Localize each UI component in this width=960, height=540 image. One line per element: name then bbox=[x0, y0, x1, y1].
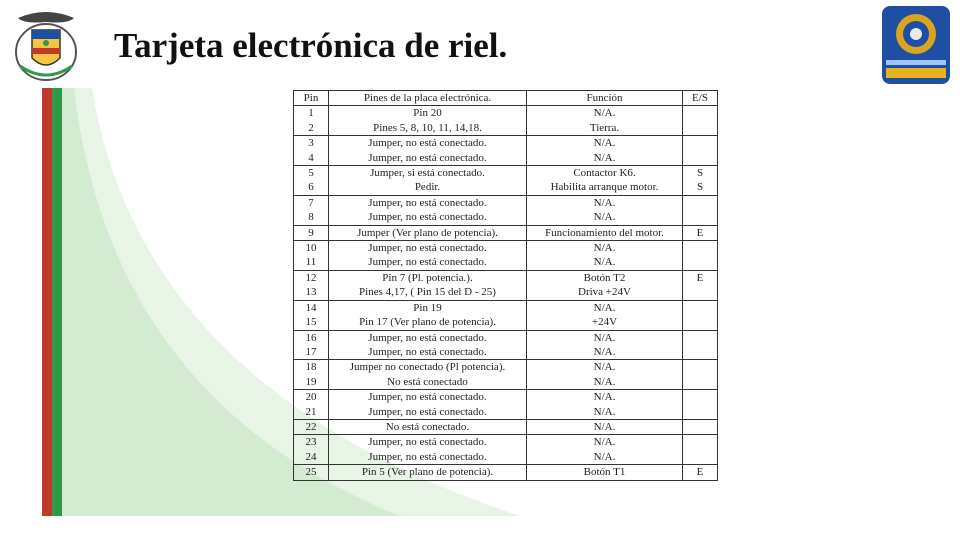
cell-funcion: N/A. bbox=[527, 241, 683, 256]
cell-pin: 21 bbox=[294, 405, 329, 420]
cell-funcion: N/A. bbox=[527, 390, 683, 405]
cell-es bbox=[683, 390, 718, 405]
table-row bbox=[294, 270, 718, 285]
cell-pin: 12 bbox=[294, 270, 329, 285]
cell-pines-placa: Jumper, no está conectado. bbox=[329, 210, 527, 225]
cell-es bbox=[683, 360, 718, 375]
cell-es bbox=[683, 435, 718, 450]
table-row bbox=[294, 345, 718, 360]
cell-funcion: N/A. bbox=[527, 360, 683, 375]
cell-funcion: N/A. bbox=[527, 450, 683, 465]
cell-pines-placa: Jumper, no está conectado. bbox=[329, 330, 527, 345]
table-row bbox=[294, 375, 718, 390]
cell-pin: 17 bbox=[294, 345, 329, 360]
table-row bbox=[294, 255, 718, 270]
cell-pines-placa: Jumper, no está conectado. bbox=[329, 255, 527, 270]
cell-es: E bbox=[683, 225, 718, 240]
table-row bbox=[294, 315, 718, 330]
cell-pin: 15 bbox=[294, 315, 329, 330]
cell-funcion: N/A. bbox=[527, 210, 683, 225]
cell-funcion: N/A. bbox=[527, 255, 683, 270]
cell-pines-placa: Jumper, si está conectado. bbox=[329, 166, 527, 181]
cell-pines-placa: Pedir. bbox=[329, 180, 527, 195]
coat-of-arms-logo bbox=[8, 8, 84, 82]
cell-es: E bbox=[683, 465, 718, 480]
cell-pin: 8 bbox=[294, 210, 329, 225]
table-row bbox=[294, 300, 718, 315]
cell-pin: 18 bbox=[294, 360, 329, 375]
cell-pines-placa: Jumper, no está conectado. bbox=[329, 195, 527, 210]
cell-pin: 22 bbox=[294, 419, 329, 434]
header-funcion: Función bbox=[527, 91, 683, 106]
cell-pines-placa: Jumper no conectado (Pl potencia). bbox=[329, 360, 527, 375]
cell-pin: 9 bbox=[294, 225, 329, 240]
cell-funcion: Contactor K6. bbox=[527, 166, 683, 181]
table-row bbox=[294, 465, 718, 480]
cell-funcion: +24V bbox=[527, 315, 683, 330]
cell-es bbox=[683, 315, 718, 330]
cell-es bbox=[683, 405, 718, 420]
cell-pines-placa: Pines 4,17, ( Pin 15 del D - 25) bbox=[329, 285, 527, 300]
pin-table bbox=[293, 90, 718, 481]
table-row bbox=[294, 435, 718, 450]
cell-pines-placa: Jumper, no está conectado. bbox=[329, 405, 527, 420]
table-row bbox=[294, 151, 718, 166]
cell-es bbox=[683, 285, 718, 300]
table-row bbox=[294, 360, 718, 375]
cell-funcion: N/A. bbox=[527, 435, 683, 450]
table-row bbox=[294, 405, 718, 420]
cell-pin: 23 bbox=[294, 435, 329, 450]
cell-funcion: N/A. bbox=[527, 195, 683, 210]
cell-pines-placa: No está conectado bbox=[329, 375, 527, 390]
cell-funcion: Tierra. bbox=[527, 121, 683, 136]
cell-funcion: Botón T2 bbox=[527, 270, 683, 285]
cell-pin: 13 bbox=[294, 285, 329, 300]
table-row bbox=[294, 195, 718, 210]
cell-es: S bbox=[683, 166, 718, 181]
table-row bbox=[294, 225, 718, 240]
table-row bbox=[294, 166, 718, 181]
table-row bbox=[294, 419, 718, 434]
cell-pin: 1 bbox=[294, 106, 329, 121]
cell-es bbox=[683, 255, 718, 270]
red-stripe bbox=[42, 88, 52, 516]
cell-es bbox=[683, 375, 718, 390]
table-row bbox=[294, 390, 718, 405]
slide-title: Tarjeta electrónica de riel. bbox=[114, 26, 508, 65]
cell-es bbox=[683, 345, 718, 360]
cell-es bbox=[683, 210, 718, 225]
table-row bbox=[294, 180, 718, 195]
cell-es bbox=[683, 106, 718, 121]
header-es: E/S bbox=[683, 91, 718, 106]
table-body bbox=[294, 106, 718, 480]
table-row bbox=[294, 106, 718, 121]
cell-funcion: N/A. bbox=[527, 375, 683, 390]
cell-funcion: N/A. bbox=[527, 345, 683, 360]
cell-funcion: N/A. bbox=[527, 330, 683, 345]
cell-funcion: N/A. bbox=[527, 300, 683, 315]
table-row bbox=[294, 330, 718, 345]
cell-pines-placa: Jumper, no está conectado. bbox=[329, 435, 527, 450]
cell-es bbox=[683, 241, 718, 256]
cell-funcion: N/A. bbox=[527, 151, 683, 166]
green-stripe bbox=[52, 88, 62, 516]
cell-pines-placa: Jumper, no está conectado. bbox=[329, 345, 527, 360]
cell-funcion: N/A. bbox=[527, 405, 683, 420]
cell-es: E bbox=[683, 270, 718, 285]
cell-es bbox=[683, 151, 718, 166]
cell-pin: 2 bbox=[294, 121, 329, 136]
cell-pines-placa: Jumper, no está conectado. bbox=[329, 151, 527, 166]
cell-pin: 25 bbox=[294, 465, 329, 480]
cell-pines-placa: Jumper, no está conectado. bbox=[329, 241, 527, 256]
cell-funcion: N/A. bbox=[527, 419, 683, 434]
cell-pin: 14 bbox=[294, 300, 329, 315]
cell-funcion: Driva +24V bbox=[527, 285, 683, 300]
cell-pin: 7 bbox=[294, 195, 329, 210]
cell-pin: 24 bbox=[294, 450, 329, 465]
cell-es bbox=[683, 121, 718, 136]
table-row bbox=[294, 210, 718, 225]
cell-pin: 16 bbox=[294, 330, 329, 345]
cell-es bbox=[683, 195, 718, 210]
cell-es bbox=[683, 419, 718, 434]
table-row bbox=[294, 121, 718, 136]
cell-es: S bbox=[683, 180, 718, 195]
header-pin: Pin bbox=[294, 91, 329, 106]
cell-funcion: Habilita arranque motor. bbox=[527, 180, 683, 195]
cell-funcion: Funcionamiento del motor. bbox=[527, 225, 683, 240]
cell-pin: 6 bbox=[294, 180, 329, 195]
pin-table-container bbox=[293, 90, 713, 481]
cell-pines-placa: Jumper, no está conectado. bbox=[329, 450, 527, 465]
cell-pin: 5 bbox=[294, 166, 329, 181]
header-pines-placa: Pines de la placa electrónica. bbox=[329, 91, 527, 106]
cell-pin: 20 bbox=[294, 390, 329, 405]
cell-pin: 11 bbox=[294, 255, 329, 270]
table-row bbox=[294, 450, 718, 465]
table-row bbox=[294, 285, 718, 300]
cell-es bbox=[683, 136, 718, 151]
cell-funcion: N/A. bbox=[527, 136, 683, 151]
table-row bbox=[294, 136, 718, 151]
cell-es bbox=[683, 300, 718, 315]
cell-es bbox=[683, 330, 718, 345]
cell-funcion: N/A. bbox=[527, 106, 683, 121]
cell-pin: 4 bbox=[294, 151, 329, 166]
table-row bbox=[294, 241, 718, 256]
cell-pines-placa: Pin 19 bbox=[329, 300, 527, 315]
espe-ingenieria-mecatronica-logo bbox=[880, 4, 952, 86]
cell-pin: 19 bbox=[294, 375, 329, 390]
cell-pin: 10 bbox=[294, 241, 329, 256]
cell-pines-placa: Pin 20 bbox=[329, 106, 527, 121]
cell-pines-placa: Pin 17 (Ver plano de potencia). bbox=[329, 315, 527, 330]
cell-pines-placa: Jumper, no está conectado. bbox=[329, 136, 527, 151]
cell-es bbox=[683, 450, 718, 465]
cell-pines-placa: Pin 7 (Pl. potencia.). bbox=[329, 270, 527, 285]
cell-pines-placa: Jumper (Ver plano de potencia). bbox=[329, 225, 527, 240]
cell-pines-placa: Pines 5, 8, 10, 11, 14,18. bbox=[329, 121, 527, 136]
cell-pines-placa: No está conectado. bbox=[329, 419, 527, 434]
cell-pines-placa: Jumper, no está conectado. bbox=[329, 390, 527, 405]
table-header-row bbox=[294, 91, 718, 106]
cell-pin: 3 bbox=[294, 136, 329, 151]
cell-pines-placa: Pin 5 (Ver plano de potencia). bbox=[329, 465, 527, 480]
cell-funcion: Botón T1 bbox=[527, 465, 683, 480]
